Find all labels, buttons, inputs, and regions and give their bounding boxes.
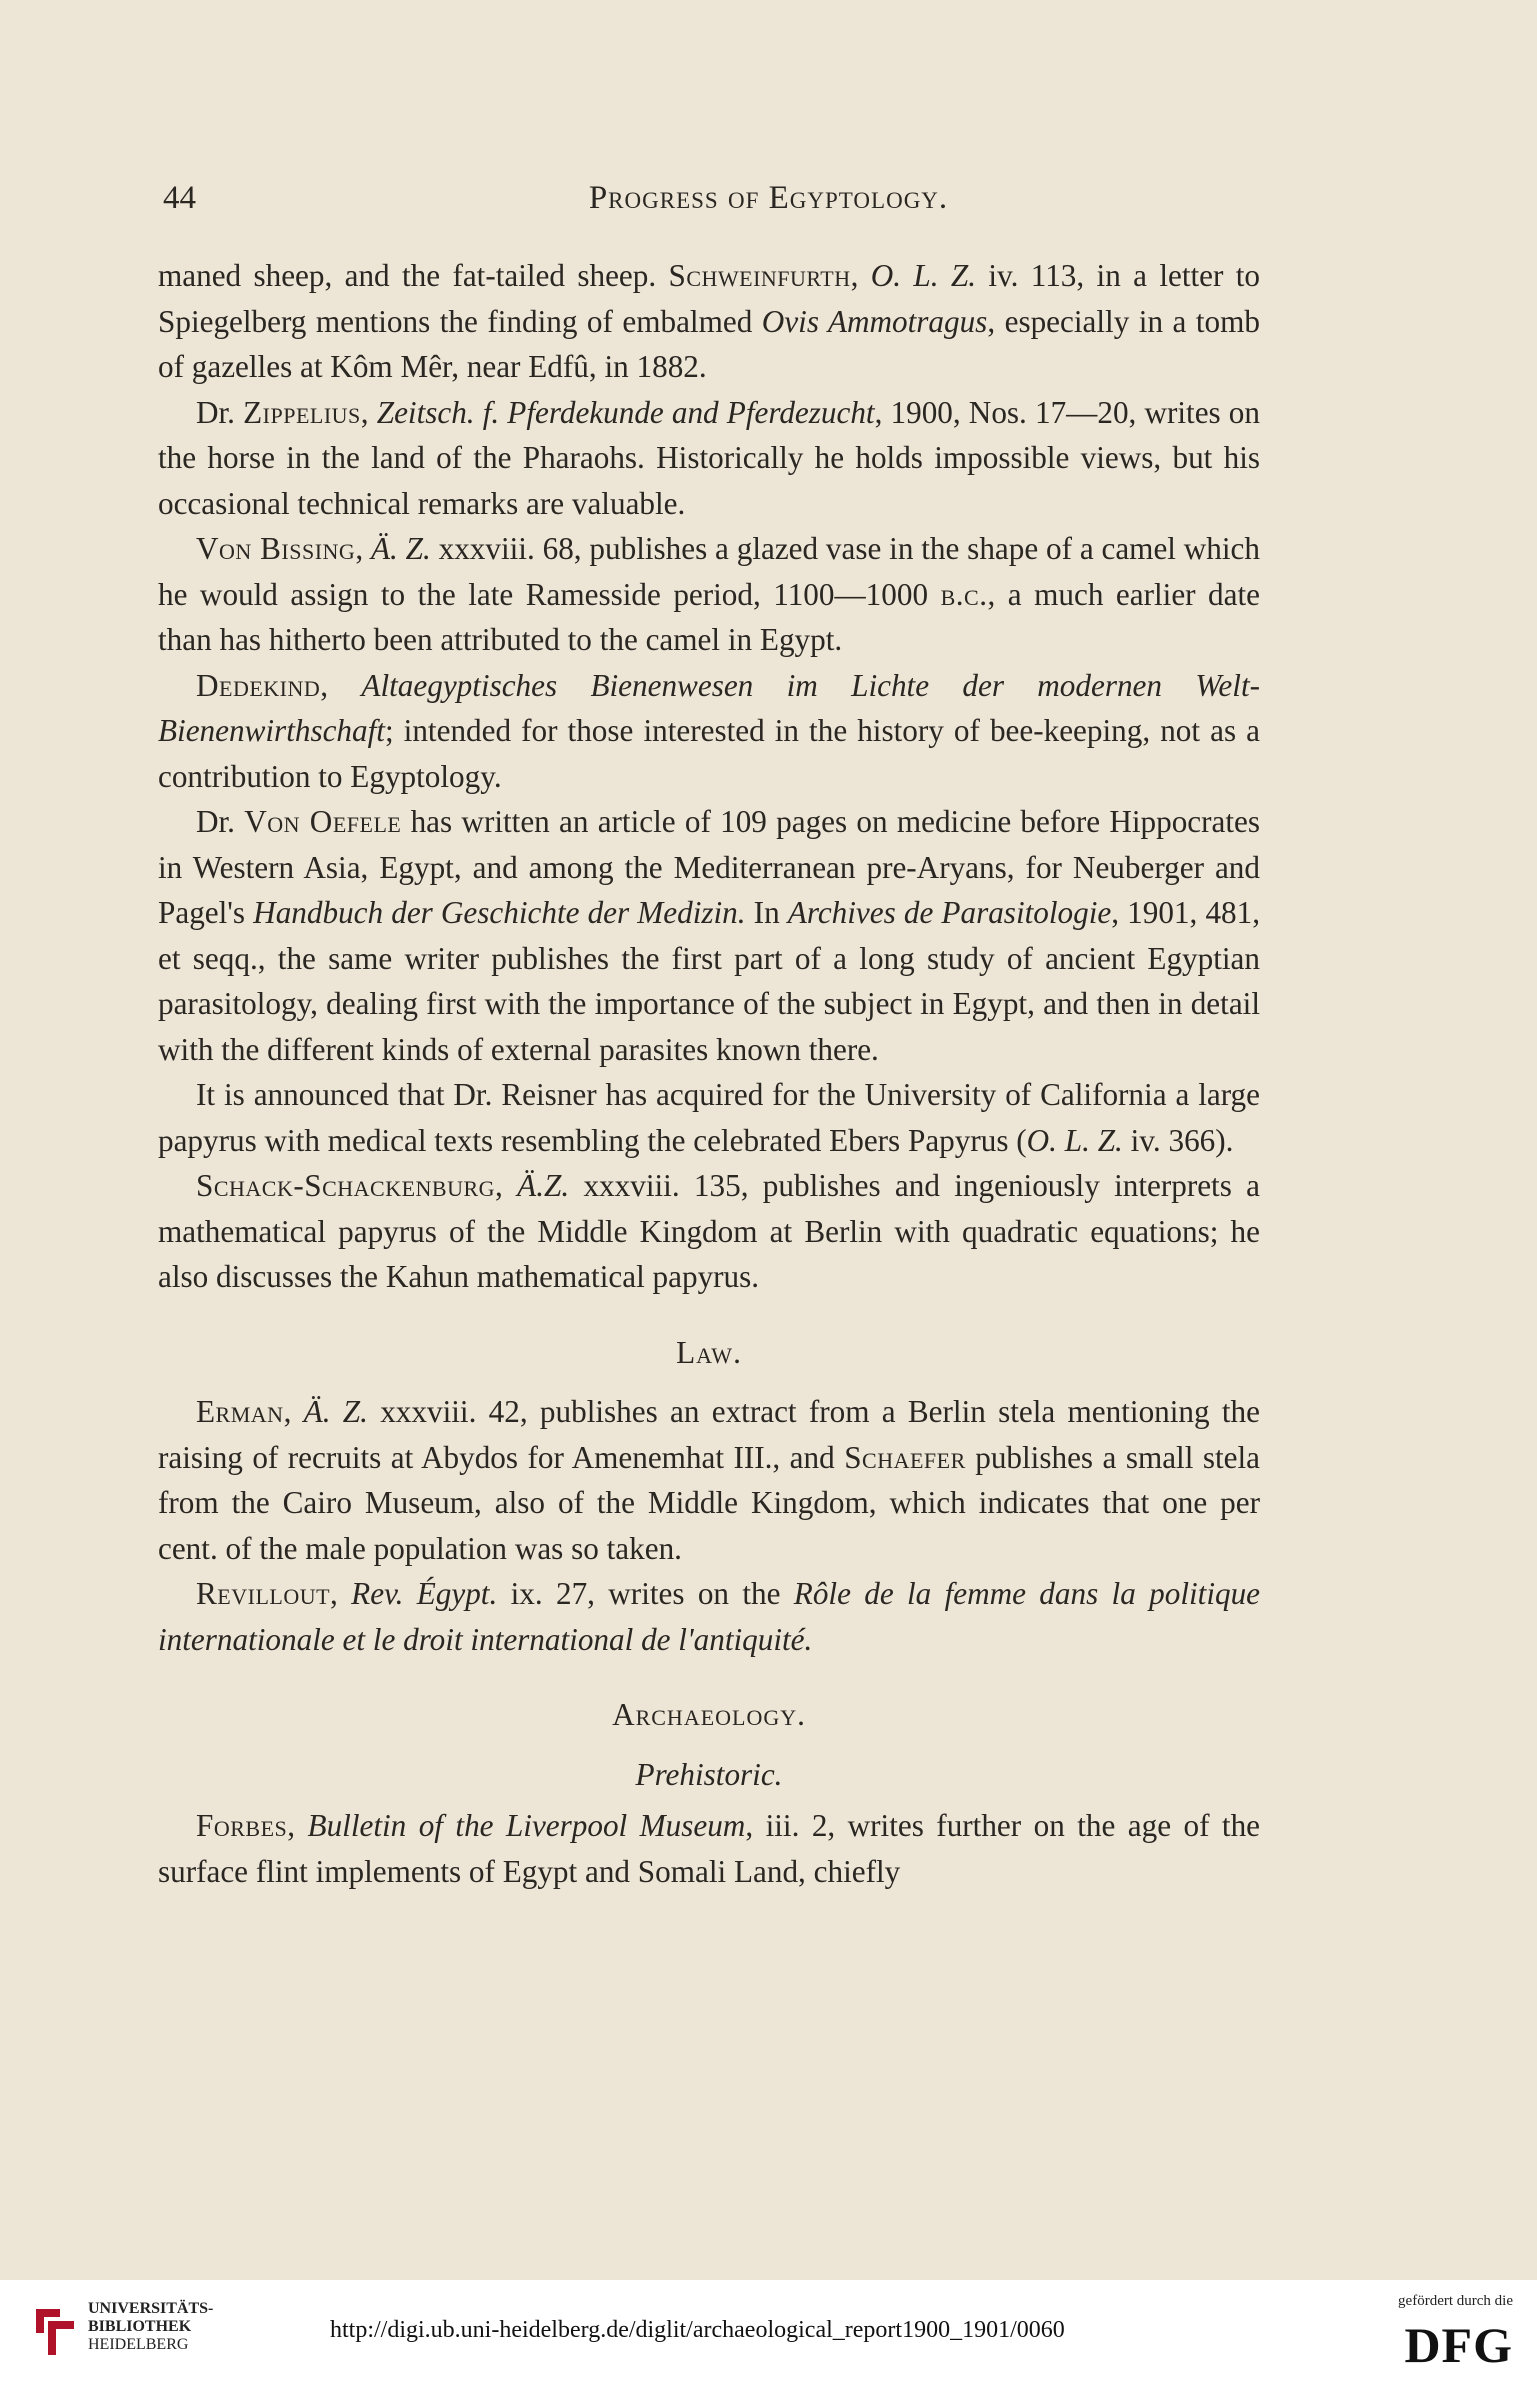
text-run: , [320,667,362,703]
text-run: Dr. [196,394,244,430]
paragraph [158,1571,1260,1662]
text-run: , [330,1576,352,1611]
text-run: ; intended for those interested in the history of bee-keeping, not as a contribution to Egyptology. [158,713,1260,794]
text-run: In [745,895,788,930]
library-logo-icon [30,2303,80,2361]
funding-caption: gefördert durch die [1398,2293,1513,2309]
paragraph [158,1072,1260,1163]
permalink-url[interactable]: http://digi.ub.uni-heidelberg.de/diglit/archaeological_report1900_1901/0060 [330,2317,1065,2343]
running-title: Progress of Egyptology. [588,180,949,216]
text-run: ix. 27, writes on the [497,1576,794,1611]
text-run: maned sheep, and the fat-tailed sheep. [158,258,669,293]
text-run: has written an article of 109 pages on medicine before Hippocrates in Western Asia, Egypt, and among the Mediterranean pre-Aryans, for Neuberger and Pagel's [158,804,1261,930]
library-name-line: HEIDELBERG [88,2336,189,2353]
section-subheading: Prehistoric. [635,1756,783,1792]
author-name: Dedekind [196,667,321,703]
author-name: Schaefer [844,1439,966,1475]
author-name: Forbes [196,1808,288,1843]
italic-text: Altaegyptisches Bienenwesen im Lichte der modernen Welt-Bienenwirthschaft [158,667,1260,748]
italic-text: Ä. Z. [303,1394,368,1429]
paragraph [158,253,1260,390]
italic-text: O. L. Z. [1026,1122,1123,1158]
author-name: b.c. [940,576,988,612]
italic-text: Rev. Égypt. [351,1576,498,1611]
italic-text: O. L. Z. [870,258,977,293]
author-name: Revillout [196,1576,331,1611]
author-name: Von Bissing [196,531,356,566]
page-header [0,180,1537,230]
italic-text: Ä. Z. [370,531,431,566]
text-run: , a much earlier date than has hitherto been attributed to the camel in Egypt. [158,576,1260,657]
text-run: Dr. [196,804,245,839]
author-name: Schack-Schackenburg [196,1168,496,1203]
italic-text: Handbuch der Geschichte der Medizin. [253,895,746,930]
body-text [158,253,1260,1894]
text-run: iv. 113, in a letter to Spiegelberg mentions the finding of embalmed [158,258,1260,339]
author-name: Zippelius [243,394,361,430]
italic-text: Zeitsch. f. Pferdekunde and Pferdezucht [376,394,875,430]
library-name-line: UNIVERSITÄTS- [88,2300,214,2317]
paragraph [158,1803,1260,1894]
text-run: , especially in a tomb of gazelles at Kôm Mêr, near Edfû, in 1882. [158,303,1260,384]
paragraph [158,663,1260,800]
dfg-logo: DFG [1404,2317,1513,2373]
paragraph [158,1163,1260,1300]
text-run: xxxviii. 135, publishes and ingeniously interprets a mathematical papyrus of the Middle Kingdom at Berlin with quadratic equations; he also discusses the Kahun mathematical papyrus. [158,1168,1260,1294]
section-heading: Archaeology. [612,1697,806,1732]
text-run: , [360,394,377,430]
text-run: , [283,1394,304,1429]
author-name: Schweinfurth [668,258,851,293]
text-run: iv. 366). [1122,1122,1234,1158]
text-run: , [287,1808,308,1843]
text-run: publishes a small stela from the Cairo Museum, also of the Middle Kingdom, which indicates that one per cent. of the male population was so taken. [158,1439,1261,1566]
paragraph [158,526,1260,663]
italic-text: Rôle de la femme dans la politique internationale et le droit international de l'antiquité. [158,1576,1261,1657]
italic-text: Archives de Parasitologie [787,895,1112,930]
text-run: It is announced that Dr. Reisner has acquired for the University of California a large papyrus with medical texts resembling the celebrated Ebers Papyrus ( [158,1077,1260,1158]
text-run: xxxviii. 68, publishes a glazed vase in the shape of a camel which he would assign to the late Ramesside period, 1100—1000 [158,531,1260,612]
text-run: xxxviii. 42, publishes an extract from a Berlin stela mentioning the raising of recruits at Abydos for Amenemhat III., and [158,1394,1260,1475]
paragraph [158,1389,1260,1571]
italic-text: Ovis Ammotragus [761,303,988,339]
library-name [88,2300,213,2354]
text-run: , [355,531,371,566]
text-run: , 1900, Nos. 17—20, writes on the horse in the land of the Pharaohs. Historically he holds impossible views, but his occasional technical remarks are valuable. [158,394,1260,521]
paragraph [158,390,1260,527]
text-run: , [495,1168,518,1203]
text-run: , [850,258,871,293]
section-heading: Law. [676,1334,742,1370]
paragraph [158,799,1260,1072]
author-name: Erman [196,1394,284,1429]
library-name-line: BIBLIOTHEK [88,2318,192,2335]
author-name: Von Oefele [244,804,402,839]
italic-text: Ä.Z. [517,1168,570,1203]
italic-text: Bulletin of the Liverpool Museum [307,1808,746,1843]
page-number: 44 [163,180,196,216]
text-run: , 1901, 481, et seqq., the same writer publishes the first part of a long study of ancient Egyptian parasitology, dealing first with the importance of the subject in Egypt, and then in detail with the different kinds of external parasites known there. [158,895,1261,1067]
text-run: , iii. 2, writes further on the age of the surface flint implements of Egypt and Somali Land, chiefly [158,1808,1261,1889]
